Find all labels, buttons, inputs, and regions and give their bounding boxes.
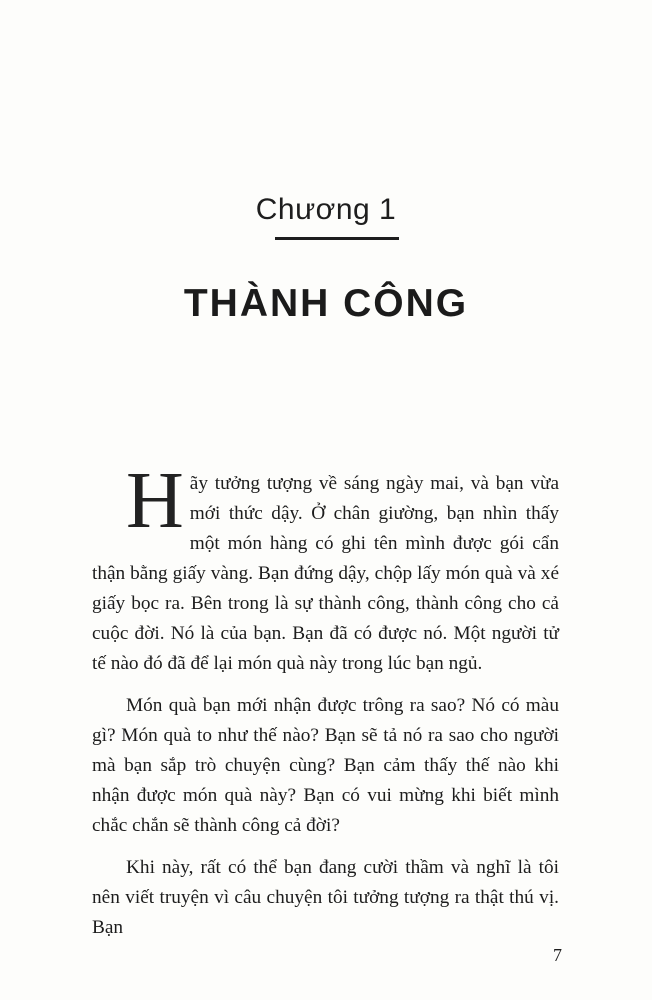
chapter-title: THÀNH CÔNG [183, 282, 469, 325]
chapter-underline [275, 237, 399, 240]
chapter-label: Chương 1 [255, 193, 397, 226]
drop-cap: H [126, 457, 184, 545]
paragraph-1 [92, 457, 559, 679]
body-text [92, 457, 559, 943]
paragraph-3: Khi này, rất có thể bạn đang cười thầm và nghĩ là tôi nên viết truyện vì câu chuyện tôi tưởng tượng ra thật thú vị. Bạn [92, 857, 559, 938]
paragraph-2: Món quà bạn mới nhận được trông ra sao? Nó có màu gì? Món quà to như thế nào? Bạn sẽ tả nó ra sao cho người mà bạn sắp trò chuyện cùng? Bạn cảm thấy thế nào khi nhận được món quà này? Bạn có vui mừng khi biết mình chắc chắn sẽ thành công cả đời? [92, 695, 559, 836]
page-number: 7 [553, 945, 562, 965]
paragraph-1-text: ãy tưởng tượng về sáng ngày mai, và bạn vừa mới thức dậy. Ở chân giường, bạn nhìn thấy một món hàng có ghi tên mình được gói cẩn thận bằng giấy vàng. Bạn đứng dậy, chộp lấy món quà và xé giấy bọc ra. Bên trong là sự thành công, thành công cho cả cuộc đời. Nó là của bạn. Bạn đã có được nó. Một người tử tế nào đó đã để lại món quà này trong lúc bạn ngủ. [92, 473, 559, 674]
